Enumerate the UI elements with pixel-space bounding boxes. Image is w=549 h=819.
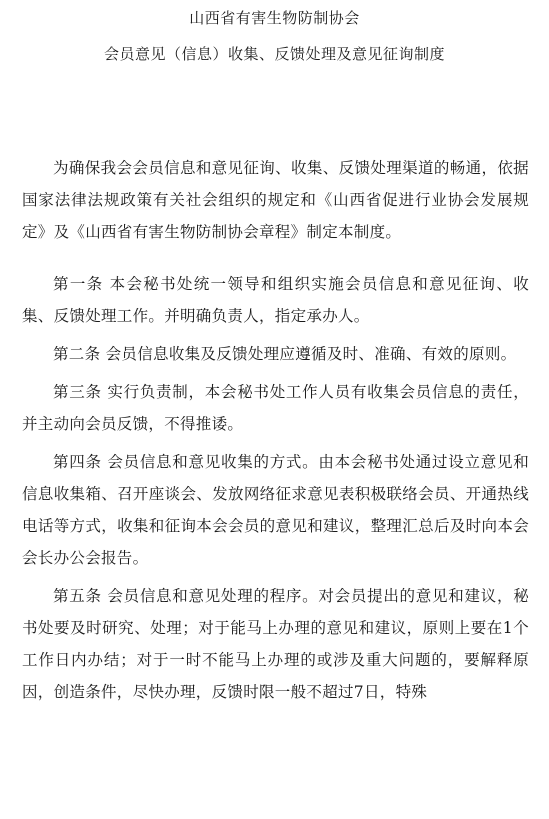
paragraph-article-1: 第一条 本会秘书处统一领导和组织实施会员信息和意见征询、收集、反馈处理工作。并明确负责人，指定承办人。 — [22, 275, 529, 325]
paragraph-article-4: 第四条 会员信息和意见收集的方式。由本会秘书处通过设立意见和信息收集箱、召开座谈会、发放网络征求意见表积极联络会员、开通热线电话等方式，收集和征询本会会员的意见和建议，整理汇总后及时向本会会长办公会报告。 — [22, 453, 529, 567]
paragraph-article-2: 第二条 会员信息收集及反馈处理应遵循及时、准确、有效的原则。 — [53, 345, 517, 363]
paragraph-preamble: 为确保我会会员信息和意见征询、收集、反馈处理渠道的畅通，依据国家法律法规政策有关社会组织的规定和《山西省促进行业协会发展规定》及《山西省有害生物防制协会章程》制定本制度。 — [22, 159, 529, 241]
document-body — [22, 152, 529, 708]
paragraph-article-3: 第三条 实行负责制，本会秘书处工作人员有收集会员信息的责任，并主动向会员反馈，不得推诿。 — [22, 383, 529, 433]
paragraph-article-5: 第五条 会员信息和意见处理的程序。对会员提出的意见和建议，秘书处要及时研究、处理；对于能马上办理的意见和建议，原则上要在1个工作日内办结；对于一时不能马上办理的或涉及重大问题的，要解释原因，创造条件，尽快办理，反馈时限一般不超过7日，特殊 — [22, 587, 529, 701]
organization-title: 山西省有害生物防制协会 — [189, 9, 360, 27]
document-title: 会员意见（信息）收集、反馈处理及意见征询制度 — [103, 45, 445, 63]
